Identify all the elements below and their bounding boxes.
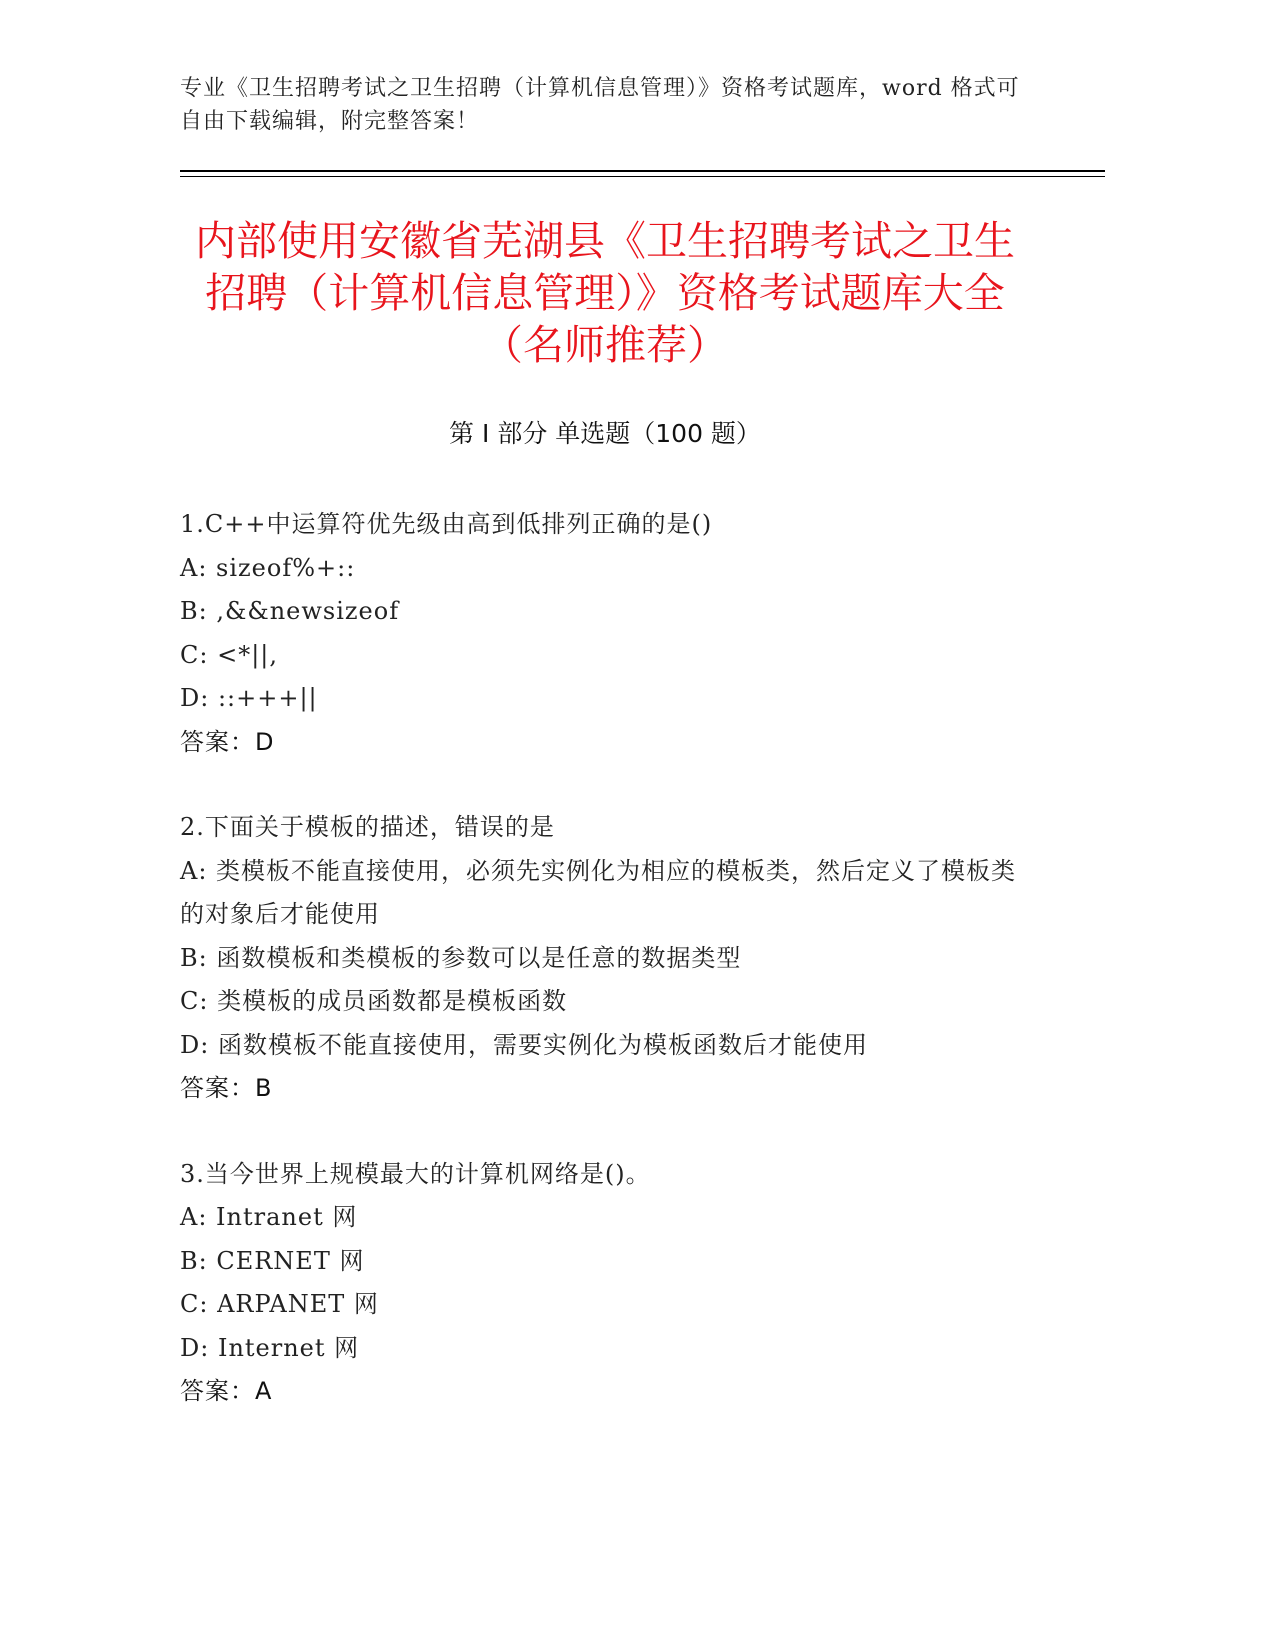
option-b: B: 函数模板和类模板的参数可以是任意的数据类型 (180, 943, 742, 972)
answer: 答案：B (180, 1074, 273, 1102)
option-c: C: ARPANET 网 (180, 1290, 379, 1318)
question-3 (180, 1153, 1040, 1414)
option-c: C: <*||, (180, 640, 278, 669)
question-stem: 1.C++中运算符优先级由高到低排列正确的是() (180, 510, 713, 538)
option-d: D: 函数模板不能直接使用，需要实例化为模板函数后才能使用 (180, 1030, 868, 1059)
question-stem: 3.当今世界上规模最大的计算机网络是()。 (180, 1159, 651, 1188)
header-rule-bottom (180, 176, 1105, 177)
document-title: 内部使用安徽省芜湖县《卫生招聘考试之卫生招聘（计算机信息管理）》资格考试题库大全（名师推荐） (195, 217, 1015, 369)
answer: 答案：D (180, 727, 275, 756)
header-rule-top (180, 170, 1105, 172)
question-1 (180, 503, 1040, 764)
option-d: D: ::+++|| (180, 684, 318, 712)
option-b: B: CERNET 网 (180, 1246, 365, 1275)
question-list (180, 503, 1040, 1456)
answer: 答案：A (180, 1377, 273, 1405)
option-b: B: ,&&newsizeof (180, 597, 400, 625)
section-title: 第 I 部分 单选题（100 题） (449, 419, 761, 448)
option-a: A: 类模板不能直接使用，必须先实例化为相应的模板类，然后定义了模板类的对象后才能使用 (180, 856, 1017, 928)
option-a: A: sizeof%+:: (180, 553, 356, 582)
option-c: C: 类模板的成员函数都是模板函数 (180, 987, 568, 1015)
option-d: D: Internet 网 (180, 1333, 360, 1362)
question-stem: 2.下面关于模板的描述，错误的是 (180, 813, 555, 841)
option-a: A: Intranet 网 (180, 1203, 358, 1231)
header-note: 专业《卫生招聘考试之卫生招聘（计算机信息管理）》资格考试题库，word 格式可自由下载编辑，附完整答案！ (180, 76, 1020, 134)
question-2 (180, 806, 1040, 1111)
